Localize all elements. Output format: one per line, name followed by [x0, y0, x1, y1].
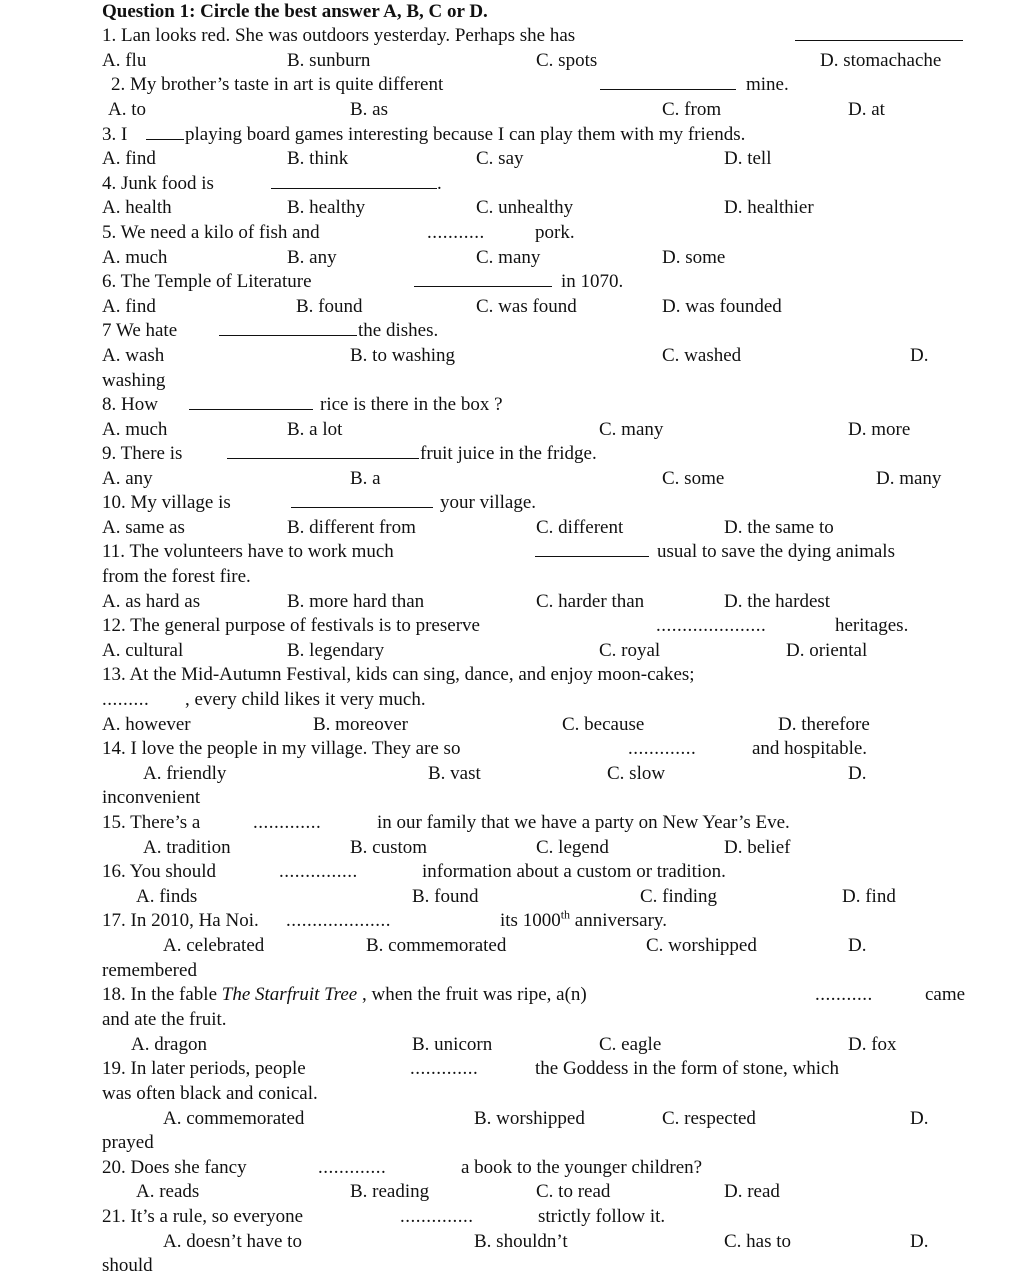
option-d[interactable]: D.: [910, 1107, 929, 1129]
answer-blank: .........: [102, 689, 150, 710]
option-d[interactable]: D. read: [724, 1181, 780, 1202]
answer-blank: [291, 491, 433, 508]
option-d[interactable]: D. tell: [724, 148, 772, 169]
question-17-options: [0, 934, 1024, 959]
question-15-options: [0, 836, 1024, 861]
question-9-stem: 9. There is fruit juice in the fridge.: [102, 443, 597, 464]
option-b[interactable]: B. a lot: [287, 418, 343, 440]
question-6-options: [0, 295, 1024, 320]
option-c[interactable]: C. has to: [724, 1230, 792, 1252]
answer-blank: .............: [318, 1156, 387, 1178]
option-b[interactable]: B. to washing: [350, 345, 456, 366]
option-d[interactable]: D. more: [848, 418, 911, 440]
option-a[interactable]: A. finds: [136, 885, 198, 907]
option-b[interactable]: B. different from: [287, 516, 416, 538]
option-c[interactable]: C. spots: [536, 49, 598, 71]
question-15-stem: 15. There’s a ............. in our family that we have a party on New Year’s Eve.: [0, 811, 1024, 836]
option-c[interactable]: C. many: [599, 418, 664, 440]
question-13-stem: 13. At the Mid-Autumn Festival, kids can sing, dance, and enjoy moon-cakes;: [102, 664, 695, 685]
question-14-stem: 14. I love the people in my village. They are so ............. and hospitable.: [0, 737, 1024, 762]
option-b[interactable]: B. commemorated: [366, 935, 507, 956]
answer-blank: [535, 540, 649, 557]
option-a[interactable]: A. cultural: [102, 639, 184, 661]
option-c[interactable]: C. say: [476, 148, 524, 169]
option-a[interactable]: A. friendly: [143, 762, 227, 784]
option-c[interactable]: C. different: [536, 516, 624, 538]
answer-blank: .....................: [656, 615, 767, 636]
option-d[interactable]: D.: [848, 762, 867, 784]
option-d[interactable]: D. some: [662, 246, 726, 268]
option-c[interactable]: C. unhealthy: [476, 197, 574, 218]
question-20-options: [0, 1180, 1024, 1205]
question-19-options: [0, 1107, 1024, 1132]
option-c[interactable]: C. to read: [536, 1181, 611, 1202]
question-18-stem: 18. In the fable The Starfruit Tree , when the fruit was ripe, a(n) ........... came: [0, 983, 1024, 1008]
question-18-stem-cont: and ate the fruit.: [102, 1009, 227, 1030]
answer-blank: .............: [410, 1058, 479, 1079]
option-d[interactable]: D. was founded: [662, 295, 782, 317]
answer-blank: [227, 442, 419, 459]
answer-blank: ...............: [279, 861, 358, 882]
question-20-stem: 20. Does she fancy ............. a book to the younger children?: [0, 1156, 1024, 1181]
option-a[interactable]: A. commemorated: [163, 1107, 305, 1129]
question-14-option-d-wrap: inconvenient: [102, 787, 201, 808]
option-a[interactable]: A. same as: [102, 516, 185, 538]
option-b[interactable]: B. found: [412, 885, 479, 907]
option-b[interactable]: B. custom: [350, 836, 428, 858]
question-6-stem: 6. The Temple of Literature in 1070.: [102, 271, 624, 292]
question-19-option-d-wrap: prayed: [102, 1132, 154, 1153]
question-9-options: [0, 467, 1024, 492]
option-a[interactable]: A. reads: [136, 1181, 200, 1202]
option-b[interactable]: B. a: [350, 468, 381, 489]
option-a[interactable]: A. tradition: [143, 836, 231, 858]
option-d[interactable]: D.: [910, 1230, 929, 1252]
option-d[interactable]: D.: [848, 935, 867, 956]
question-11-stem: 11. The volunteers have to work much usual to save the dying animals: [102, 541, 895, 562]
option-c[interactable]: C. some: [662, 468, 725, 489]
question-3-stem: 3. I playing board games interesting because I can play them with my friends.: [102, 123, 746, 145]
answer-blank: [271, 172, 437, 189]
option-d[interactable]: D. oriental: [786, 639, 868, 661]
option-a[interactable]: A. doesn’t have to: [163, 1230, 302, 1252]
question-19-stem-cont: was often black and conical.: [102, 1083, 318, 1104]
question-14-options: [0, 762, 1024, 787]
option-b[interactable]: B. think: [287, 148, 349, 169]
question-11-stem-cont: from the forest fire.: [102, 566, 251, 587]
question-13-options: [0, 713, 1024, 738]
answer-blank: ..............: [400, 1206, 474, 1227]
option-d[interactable]: D. the same to: [724, 516, 834, 538]
question-3-options: [0, 147, 1024, 172]
option-b[interactable]: B. worshipped: [474, 1107, 585, 1129]
option-c[interactable]: C. eagle: [599, 1033, 662, 1055]
question-21-stem: 21. It’s a rule, so everyone .............. strictly follow it.: [0, 1205, 1024, 1230]
option-a[interactable]: A. however: [102, 713, 191, 735]
option-d[interactable]: D.: [910, 345, 929, 366]
worksheet-title: Question 1: Circle the best answer A, B, C or D.: [102, 1, 488, 22]
question-4-options: [0, 196, 1024, 221]
question-17-stem: 17. In 2010, Ha Noi. .................... its 1000th anniversary.: [0, 909, 1024, 934]
answer-blank: .............: [253, 812, 322, 833]
option-d[interactable]: D. the hardest: [724, 590, 831, 612]
option-b[interactable]: B. as: [350, 99, 388, 120]
option-a[interactable]: A. much: [102, 246, 168, 268]
question-13-stem-cont: ......... , every child likes it very much.: [0, 688, 1024, 713]
option-a[interactable]: A. as hard as: [102, 590, 201, 612]
option-a[interactable]: A. to: [108, 99, 146, 120]
option-b[interactable]: B. shouldn’t: [474, 1230, 568, 1252]
question-1-options: [0, 49, 1024, 74]
question-17-option-d-wrap: remembered: [102, 959, 197, 981]
question-5-stem: 5. We need a kilo of fish and ........... pork.: [0, 221, 1024, 246]
option-c[interactable]: C. respected: [662, 1107, 756, 1129]
answer-blank: .............: [628, 738, 697, 759]
option-b[interactable]: B. vast: [428, 762, 481, 784]
option-d[interactable]: D. therefore: [778, 713, 870, 735]
question-10-options: [0, 516, 1024, 541]
option-b[interactable]: B. unicorn: [412, 1033, 493, 1055]
question-19-stem: 19. In later periods, people ............. the Goddess in the form of stone, which: [0, 1057, 1024, 1082]
option-a[interactable]: A. celebrated: [163, 935, 265, 956]
question-7-stem: 7 We hate the dishes.: [102, 320, 439, 341]
answer-blank: [600, 73, 736, 90]
option-c[interactable]: C. royal: [599, 639, 661, 661]
option-c[interactable]: C. legend: [536, 836, 609, 858]
question-12-options: [0, 639, 1024, 664]
option-a[interactable]: A. wash: [102, 345, 165, 366]
question-16-stem: 16. You should ............... information about a custom or tradition.: [0, 860, 1024, 885]
answer-blank: [414, 270, 552, 287]
question-4-stem: 4. Junk food is .: [102, 172, 442, 194]
option-d[interactable]: D. healthier: [724, 197, 814, 218]
question-21-option-d-wrap: should: [102, 1255, 153, 1276]
option-b[interactable]: B. moreover: [313, 713, 408, 735]
option-c[interactable]: C. harder than: [536, 590, 645, 612]
option-d[interactable]: D. at: [848, 99, 885, 120]
option-c[interactable]: C. from: [662, 99, 722, 120]
option-d[interactable]: D. fox: [848, 1033, 897, 1055]
option-c[interactable]: C. worshipped: [646, 935, 757, 956]
option-a[interactable]: A. much: [102, 418, 168, 440]
option-c[interactable]: C. many: [476, 246, 541, 268]
option-c[interactable]: C. finding: [640, 885, 718, 907]
answer-blank: ...........: [427, 222, 485, 243]
option-c[interactable]: C. because: [562, 713, 645, 735]
question-8-stem: 8. How rice is there in the box ?: [102, 394, 503, 415]
question-2-options: [0, 98, 1024, 123]
option-c[interactable]: C. slow: [607, 762, 666, 784]
question-5-options: [0, 246, 1024, 271]
option-b[interactable]: B. healthy: [287, 197, 366, 218]
option-a[interactable]: A. flu: [102, 49, 147, 71]
question-18-options: [0, 1033, 1024, 1058]
question-11-options: [0, 590, 1024, 615]
option-b[interactable]: B. more hard than: [287, 590, 425, 612]
question-8-options: [0, 418, 1024, 443]
option-a[interactable]: A. health: [102, 197, 172, 218]
question-21-options: [0, 1230, 1024, 1255]
option-d[interactable]: D. belief: [724, 836, 791, 858]
question-10-stem: 10. My village is your village.: [102, 492, 537, 513]
option-b[interactable]: B. legendary: [287, 639, 385, 661]
option-a[interactable]: A. any: [102, 468, 153, 489]
option-c[interactable]: C. washed: [662, 345, 742, 366]
fable-title: The Starfruit Tree: [221, 984, 358, 1005]
answer-blank: [795, 24, 963, 41]
option-d[interactable]: D. find: [842, 885, 896, 907]
option-d[interactable]: D. stomachache: [820, 49, 942, 71]
option-d[interactable]: D. many: [876, 468, 942, 489]
option-c[interactable]: C. was found: [476, 295, 577, 317]
question-12-stem: 12. The general purpose of festivals is to preserve ..................... heritages.: [0, 614, 1024, 639]
option-b[interactable]: B. reading: [350, 1181, 430, 1202]
answer-blank: ....................: [286, 910, 391, 931]
answer-blank: [146, 123, 184, 140]
option-a[interactable]: A. find: [102, 295, 156, 317]
option-b[interactable]: B. found: [296, 295, 363, 317]
option-a[interactable]: A. dragon: [131, 1033, 207, 1055]
question-7-option-d-wrap: washing: [102, 369, 166, 391]
question-1-stem: 1. Lan looks red. She was outdoors yesterday. Perhaps she has: [0, 24, 1024, 49]
answer-blank: [189, 393, 313, 410]
question-16-options: [0, 885, 1024, 910]
answer-blank: ...........: [815, 984, 873, 1005]
question-2-stem: 2. My brother’s taste in art is quite different mine.: [111, 74, 789, 95]
answer-blank: [219, 319, 357, 336]
option-b[interactable]: B. sunburn: [287, 49, 371, 71]
option-a[interactable]: A. find: [102, 148, 156, 169]
question-7-options: [0, 344, 1024, 369]
option-b[interactable]: B. any: [287, 246, 337, 268]
